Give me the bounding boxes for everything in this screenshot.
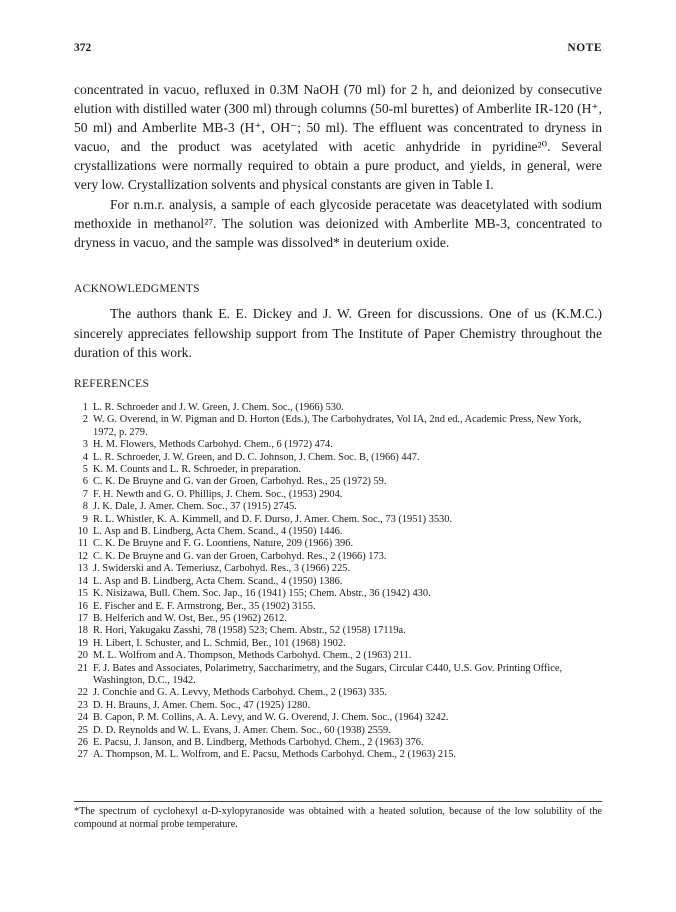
- reference-text: C. K. De Bruyne and F. G. Loontiens, Nature, 209 (1966) 396.: [93, 538, 354, 550]
- page-number: 372: [74, 42, 92, 54]
- reference-text: C. K. De Bruyne and G. van der Groen, Carbohyd. Res., 25 (1972) 59.: [93, 476, 387, 488]
- reference-list: [74, 402, 602, 762]
- references-heading: REFERENCES: [74, 378, 150, 390]
- reference-number: 10: [77, 526, 88, 538]
- reference-text: R. Hori, Yakugaku Zasshi, 78 (1958) 523; Chem. Abstr., 52 (1958) 17119a.: [93, 625, 406, 637]
- reference-text: B. Capon, P. M. Collins, A. A. Levy, and W. G. Overend, J. Chem. Soc., (1964) 3242.: [93, 712, 449, 724]
- reference-text: L. Asp and B. Lindberg, Acta Chem. Scand., 4 (1950) 1446.: [93, 526, 343, 538]
- reference-item: [74, 576, 602, 588]
- reference-text: F. H. Newth and G. O. Phillips, J. Chem. Soc., (1953) 2904.: [93, 488, 343, 500]
- reference-item: [74, 725, 602, 737]
- reference-item: [74, 638, 602, 650]
- footnote-rule: [74, 801, 602, 802]
- reference-item: [74, 613, 602, 625]
- reference-text: L. R. Schroeder and J. W. Green, J. Chem. Soc., (1966) 530.: [93, 402, 344, 413]
- reference-number: 9: [82, 513, 88, 525]
- reference-item: [74, 601, 602, 613]
- reference-text: J. K. Dale, J. Amer. Chem. Soc., 37 (1915) 2745.: [93, 501, 297, 513]
- reference-text: M. L. Wolfrom and A. Thompson, Methods Carbohyd. Chem., 2 (1963) 211.: [93, 650, 412, 662]
- reference-text: E. Fischer and E. F. Armstrong, Ber., 35 (1902) 3155.: [93, 600, 316, 612]
- reference-item: [74, 414, 602, 439]
- reference-number: 23: [77, 699, 88, 711]
- reference-number: 2: [82, 414, 88, 426]
- reference-number: 26: [77, 736, 88, 748]
- reference-text: B. Helferich and W. Ost, Ber., 95 (1962) 2612.: [93, 612, 287, 624]
- reference-number: 19: [77, 637, 88, 649]
- reference-item: [74, 663, 602, 688]
- reference-text: J. Swiderski and A. Temeriusz, Carbohyd. Res., 3 (1966) 225.: [93, 563, 351, 575]
- reference-item: [74, 749, 602, 761]
- reference-item: [74, 551, 602, 563]
- reference-item: [74, 402, 602, 414]
- reference-text: E. Pacsu, J. Janson, and B. Lindberg, Methods Carbohyd. Chem., 2 (1963) 376.: [93, 736, 424, 748]
- reference-item: [74, 650, 602, 662]
- reference-number: 5: [82, 464, 88, 476]
- reference-item: [74, 476, 602, 488]
- reference-item: [74, 514, 602, 526]
- reference-number: 1: [82, 402, 88, 413]
- reference-item: [74, 439, 602, 451]
- reference-item: [74, 489, 602, 501]
- paragraph-nmr: For n.m.r. analysis, a sample of each glycoside peracetate was deacetylated with sodium methoxide in methanol²⁷. The solution was deionized with Amberlite MB-3, concentrated to dryness in vacuo, and the sample was dissolved* in deuterium oxide.: [74, 196, 602, 250]
- reference-text: H. Libert, I. Schuster, and L. Schmid, Ber., 101 (1968) 1902.: [93, 637, 346, 649]
- reference-number: 12: [77, 550, 88, 562]
- running-title: NOTE: [567, 42, 602, 54]
- reference-item: [74, 625, 602, 637]
- reference-item: [74, 526, 602, 538]
- reference-item: [74, 563, 602, 575]
- reference-number: 3: [82, 439, 88, 451]
- reference-text: D. D. Reynolds and W. L. Evans, J. Amer. Chem. Soc., 60 (1938) 2559.: [93, 724, 391, 736]
- acknowledgments-text: The authors thank E. E. Dickey and J. W. Green for discussions. One of us (K.M.C.) sincerely appreciates fellowship support from The Institute of Paper Chemistry throughout the duration of this work.: [74, 306, 602, 361]
- reference-item: [74, 588, 602, 600]
- reference-number: 13: [77, 563, 88, 575]
- reference-item: [74, 501, 602, 513]
- paragraph-methods: concentrated in vacuo, refluxed in 0.3M NaOH (70 ml) for 2 h, and deionized by consecutive elution with distilled water (300 ml) through columns (50-ml burettes) of Amberlite IR-120 (H⁺, 50 ml) and Amberlite MB-3 (H⁺, OH⁻; 50 ml). The effluent was concentrated to dryness in vacuo, and the product was acetylated with acetic anhydride in pyridine²⁰. Several crystallizations were normally required to obtain a pure product, and yields, in general, were very low. Crystallization solvents and physical constants are given in Table I.: [74, 82, 602, 193]
- reference-text: D. H. Brauns, J. Amer. Chem. Soc., 47 (1925) 1280.: [93, 699, 311, 711]
- reference-text: K. M. Counts and L. R. Schroeder, in preparation.: [93, 464, 301, 476]
- reference-text: W. G. Overend, in W. Pigman and D. Horton (Eds.), The Carbohydrates, Vol IA, 2nd ed., Academic Press, New York, 1972, p. 279.: [93, 414, 582, 438]
- reference-number: 16: [77, 600, 88, 612]
- reference-item: [74, 737, 602, 749]
- reference-text: K. Nisizawa, Bull. Chem. Soc. Jap., 16 (1941) 155; Chem. Abstr., 36 (1942) 430.: [93, 588, 431, 600]
- reference-text: A. Thompson, M. L. Wolfrom, and E. Pacsu, Methods Carbohyd. Chem., 2 (1963) 215.: [93, 749, 457, 761]
- reference-number: 14: [77, 575, 88, 587]
- page-header: [74, 42, 602, 54]
- reference-number: 25: [77, 724, 88, 736]
- reference-item: [74, 700, 602, 712]
- acknowledgments-heading: ACKNOWLEDGMENTS: [74, 283, 200, 295]
- reference-item: [74, 464, 602, 476]
- reference-number: 8: [82, 501, 88, 513]
- reference-text: H. M. Flowers, Methods Carbohyd. Chem., 6 (1972) 474.: [93, 439, 333, 451]
- footnote: *The spectrum of cyclohexyl α-D-xylopyranoside was obtained with a heated solution, because of the low solubility of the compound at normal probe temperature.: [74, 806, 602, 830]
- main-text: [74, 80, 602, 252]
- reference-text: L. R. Schroeder, J. W. Green, and D. C. Johnson, J. Chem. Soc. B, (1966) 447.: [93, 451, 420, 463]
- reference-number: 27: [77, 749, 88, 761]
- reference-number: 22: [77, 687, 88, 699]
- reference-text: R. L. Whistler, K. A. Kimmell, and D. F. Durso, J. Amer. Chem. Soc., 73 (1951) 3530.: [93, 513, 453, 525]
- reference-number: 7: [82, 488, 88, 500]
- reference-text: F. J. Bates and Associates, Polarimetry, Saccharimetry, and the Sugars, Circular C440, U.S. Gov. Printing Office, Washington, D.C., 1942.: [93, 662, 563, 686]
- reference-number: 18: [77, 625, 88, 637]
- reference-item: [74, 538, 602, 550]
- reference-text: L. Asp and B. Lindberg, Acta Chem. Scand., 4 (1950) 1386.: [93, 575, 343, 587]
- reference-number: 20: [77, 650, 88, 662]
- reference-text: J. Conchie and G. A. Levvy, Methods Carbohyd. Chem., 2 (1963) 335.: [93, 687, 387, 699]
- reference-number: 17: [77, 612, 88, 624]
- reference-item: [74, 452, 602, 464]
- reference-item: [74, 687, 602, 699]
- reference-number: 4: [82, 451, 88, 463]
- reference-text: C. K. De Bruyne and G. van der Groen, Carbohyd. Res., 2 (1966) 173.: [93, 550, 387, 562]
- reference-number: 15: [77, 588, 88, 600]
- reference-number: 6: [82, 476, 88, 488]
- reference-number: 24: [77, 712, 88, 724]
- reference-item: [74, 712, 602, 724]
- reference-number: 21: [77, 662, 88, 674]
- reference-number: 11: [77, 538, 88, 550]
